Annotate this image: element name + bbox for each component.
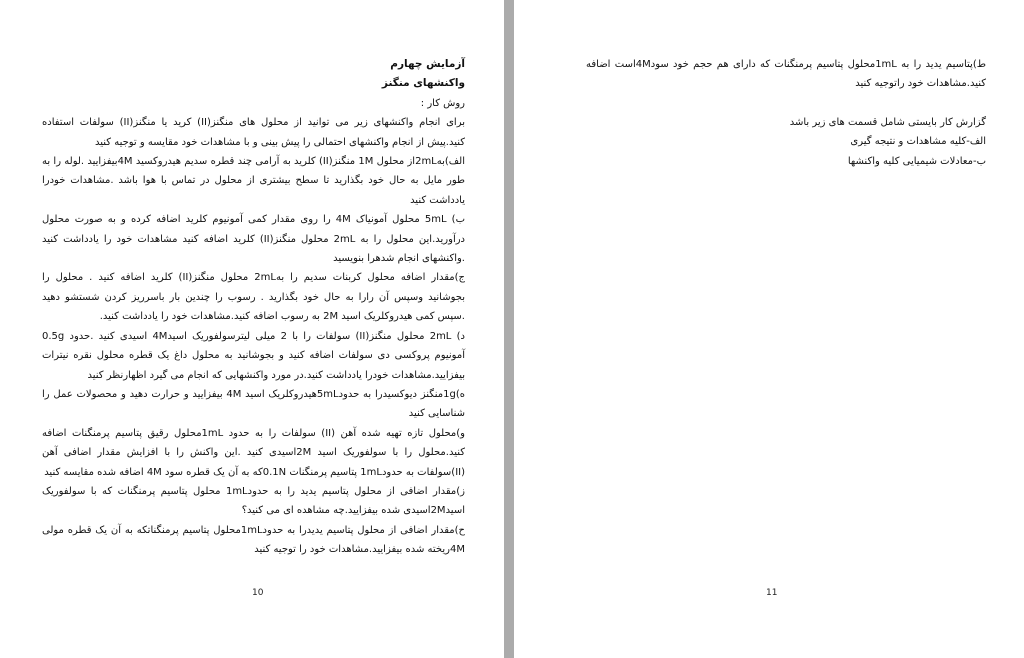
document-page-11 (514, 0, 1024, 658)
report-item: الف-کلیه مشاهدات و نتیجه گیری (850, 136, 986, 148)
page-number: 11 (766, 588, 778, 598)
paragraph-ta: ط)پتاسیم یدید را به 1mLمحلول پتاسیم پرمنگنات که دارای هم حجم خود سود4Mاست اضافه کنید.مشاهدات خود راتوجیه کنید (586, 59, 986, 90)
paragraph-ze: ز)مقدار اضافی از محلول پتاسیم یدید را به حدود1mL محلول پتاسیم پرمنگنات که با سولفوریک اسید2Mاسیدی شده بیفزایید.چه مشاهده ای می کنید؟ (42, 485, 465, 517)
page-number: 10 (252, 588, 264, 598)
report-heading: گزارش کار بایستی شامل قسمت های زیر باشد (789, 116, 986, 128)
page-11-text (586, 55, 986, 171)
paragraph-be: ب) 5mL محلول آمونیاک 4M را روی مقدار کمی آمونیوم کلرید اضافه کرده و به صورت محلول درآورید.این محلول را به 2mL محلول منگنز(II) کلرید اضافه کنید مشاهدات خود را یادداشت کنید .واکنشهای انجام شدهرا بنویسید (42, 214, 465, 265)
experiment-subtitle: واکنشهای منگنز (381, 77, 465, 90)
paragraph-dal: د) 2mL محلول منگنز(II) سولفات را با 2 میلی لیترسولفوریک اسید4M اسیدی کنید .حدود 0.5g آمونیوم پروکسی دی سولفات اضافه کنید و بجوشانید به محلول داغ یک قطره محلول نقره نیترات بیفزایید.مشاهدات خودرا یادداشت کنید.در مورد واکنشهایی که انجام می گیرد اظهارنظر کنید (42, 330, 465, 381)
paragraph-vav: و)محلول تازه تهیه شده آهن (II) سولفات را به حدود 1mLمحلول رقیق پتاسیم پرمنگنات اضافه کنید.محلول را با سولفوریک اسید 2Mاسیدی کنید .این واکنش را با افزایش مقدار اضافی آهن (II)سولفات به حدود1mL پتاسیم پرمنگنات 0.1Nکه به آن یک قطره سود 4M اضافه شده مقایسه کنید (42, 427, 465, 478)
paragraph-he2: ح)مقدار اضافی از محلول پتاسیم یدیدرا به حدود1mLمحلول پتاسیم پرمنگناتکه به آن یک قطره مولی 4Mریخته شده بیفزایید.مشاهدات خود را توجیه کنید (42, 524, 465, 556)
paragraph-he: ه)1gمنگنز دیوکسیدرا به حدود5mLهیدروکلریک اسید 4M بیفزایید و حرارت دهید و محصولات عمل را شناسایی کنید (42, 388, 465, 420)
report-item: ب-معادلات شیمیایی کلیه واکنشها (847, 155, 986, 167)
page-10-text (42, 55, 465, 560)
paragraph-jim: ج)مقدار اضافه محلول کربنات سدیم را به2mL محلول منگنز(II) کلرید اضافه کنید . محلول را بجوشانید وسپس آن رارا به حال خود بگذارید . رسوب را چندین بار باسرریز کردن شستشو دهید .سپس کمی هیدروکلریک اسید 2M به رسوب اضافه کنید.مشاهدات خود را یادداشت کنید. (42, 272, 466, 323)
paragraph-alef: الف)به2mLاز محلول 1M منگنز(II) کلرید به آرامی چند قطره سدیم هیدروکسید 4Mبیفزایید .لوله را به طور مایل به حال خود بگذارید تا سطح بیشتری از محلول در تماس با هوا باشد .مشاهدات خودرا یادداشت کنید (42, 156, 465, 206)
paragraph-intro: برای انجام واکنشهای زیر می توانید از محلول های منگنز(II) کرید یا منگنز(II) سولفات استفاده کنید.پیش از انجام واکنشهای احتمالی را پیش بینی و با مشاهدات خود مقایسه و توجیه کنید (42, 117, 465, 148)
method-heading: روش کار : (420, 97, 465, 109)
experiment-title: آزمایش چهارم (390, 58, 465, 70)
document-page-10 (0, 0, 504, 658)
